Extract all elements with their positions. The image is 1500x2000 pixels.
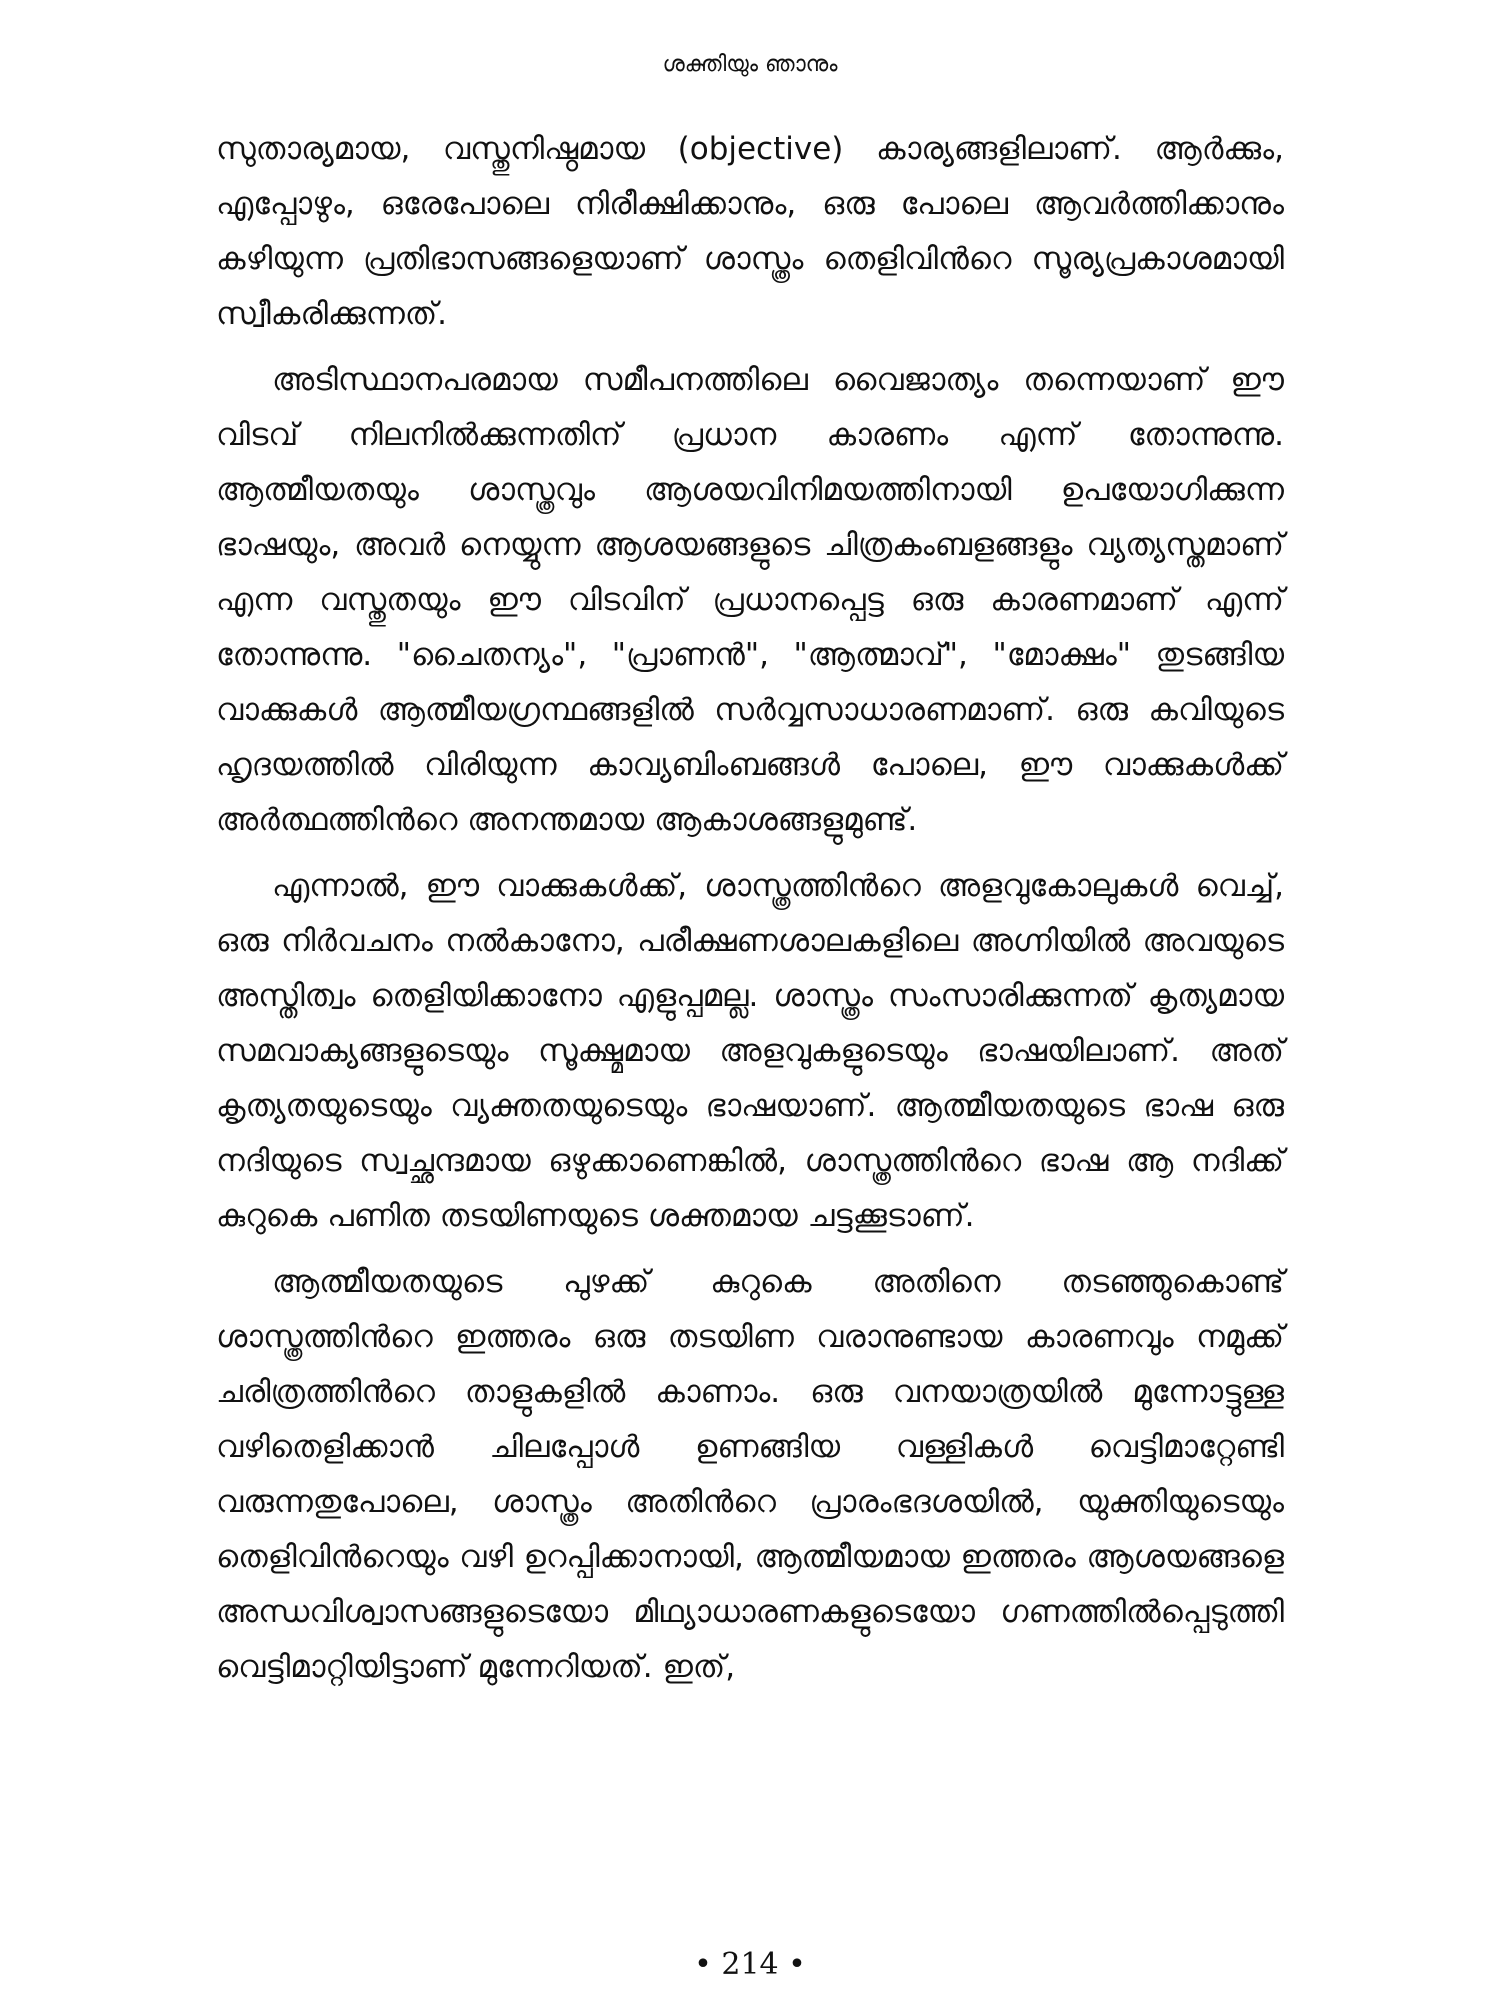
paragraph-2: അടിസ്ഥാനപരമായ സമീപനത്തിലെ വൈജാത്യം തന്നെയാണ് ഈ വിടവ് നിലനിൽക്കുന്നതിന് പ്രധാന കാരണം എന്ന് തോന്നുന്നു. ആത്മീയതയും ശാസ്ത്രവും ആശയവിനിമയത്തിനായി ഉപയോഗിക്കുന്ന ഭാഷയും, അവർ നെയ്യുന്ന ആശയങ്ങളുടെ ചിത്രകംബളങ്ങളും വ്യത്യസ്തമാണ് എന്ന വസ്തുതയും ഈ വിടവിന് പ്രധാനപ്പെട്ട ഒരു കാരണമാണ് എന്ന് തോന്നുന്നു. "ചൈതന്യം", "പ്രാണൻ", "ആത്മാവ്", "മോക്ഷം" തുടങ്ങിയ വാക്കുകൾ ആത്മീയഗ്രന്ഥങ്ങളിൽ സർവ്വസാധാരണമാണ്. ഒരു കവിയുടെ ഹൃദയത്തിൽ വിരിയുന്ന കാവ്യബിംബങ്ങൾ പോലെ, ഈ വാക്കുകൾക്ക് അർത്ഥത്തിൻറെ അനന്തമായ ആകാശങ്ങളുമുണ്ട്. xyxy=(216,362,1284,838)
body-text xyxy=(216,122,1284,1706)
paragraph-1: സുതാര്യമായ, വസ്തുനിഷ്ഠമായ (objective) കാര്യങ്ങളിലാണ്. ആർക്കും, എപ്പോഴും, ഒരേപോലെ നിരീക്ഷിക്കാനും, ഒരു പോലെ ആവർത്തിക്കാനും കഴിയുന്ന പ്രതിഭാസങ്ങളെയാണ് ശാസ്ത്രം തെളിവിൻറെ സൂര്യപ്രകാശമായി സ്വീകരിക്കുന്നത്. xyxy=(216,131,1284,332)
paragraph-4: ആത്മീയതയുടെ പുഴക്ക് കുറുകെ അതിനെ തടഞ്ഞുകൊണ്ട് ശാസ്ത്രത്തിൻറെ ഇത്തരം ഒരു തടയിണ വരാനുണ്ടായ കാരണവും നമുക്ക് ചരിത്രത്തിൻറെ താളുകളിൽ കാണാം. ഒരു വനയാത്രയിൽ മുന്നോട്ടുള്ള വഴിതെളിക്കാൻ ചിലപ്പോൾ ഉണങ്ങിയ വള്ളികൾ വെട്ടിമാറ്റേണ്ടി വരുന്നതുപോലെ, ശാസ്ത്രം അതിൻറെ പ്രാരംഭദശയിൽ, യുക്തിയുടെയും തെളിവിൻറെയും വഴി ഉറപ്പിക്കാനായി, ആത്മീയമായ ഇത്തരം ആശയങ്ങളെ അന്ധവിശ്വാസങ്ങളുടെയോ മിഥ്യാധാരണകളുടെയോ ഗണത്തിൽപ്പെടുത്തി വെട്ടിമാറ്റിയിട്ടാണ് മുന്നേറിയത്. ഇത്, xyxy=(216,1264,1284,1685)
page-number: • 214 • xyxy=(694,1947,806,1982)
paragraph-3: എന്നാൽ, ഈ വാക്കുകൾക്ക്, ശാസ്ത്രത്തിൻറെ അളവുകോലുകൾ വെച്ച്, ഒരു നിർവചനം നൽകാനോ, പരീക്ഷണശാലകളിലെ അഗ്നിയിൽ അവയുടെ അസ്തിത്വം തെളിയിക്കാനോ എളുപ്പമല്ല. ശാസ്ത്രം സംസാരിക്കുന്നത് കൃത്യമായ സമവാക്യങ്ങളുടെയും സൂക്ഷ്മമായ അളവുകളുടെയും ഭാഷയിലാണ്. അത് കൃത്യതയുടെയും വ്യക്തതയുടെയും ഭാഷയാണ്. ആത്മീയതയുടെ ഭാഷ ഒരു നദിയുടെ സ്വച്ഛന്ദമായ ഒഴുക്കാണെങ്കിൽ, ശാസ്ത്രത്തിൻറെ ഭാഷ ആ നദിക്ക് കുറുകെ പണിത തടയിണയുടെ ശക്തമായ ചട്ടക്കൂടാണ്. xyxy=(216,868,1284,1234)
running-head: ശക്തിയും ഞാനും xyxy=(662,52,838,77)
